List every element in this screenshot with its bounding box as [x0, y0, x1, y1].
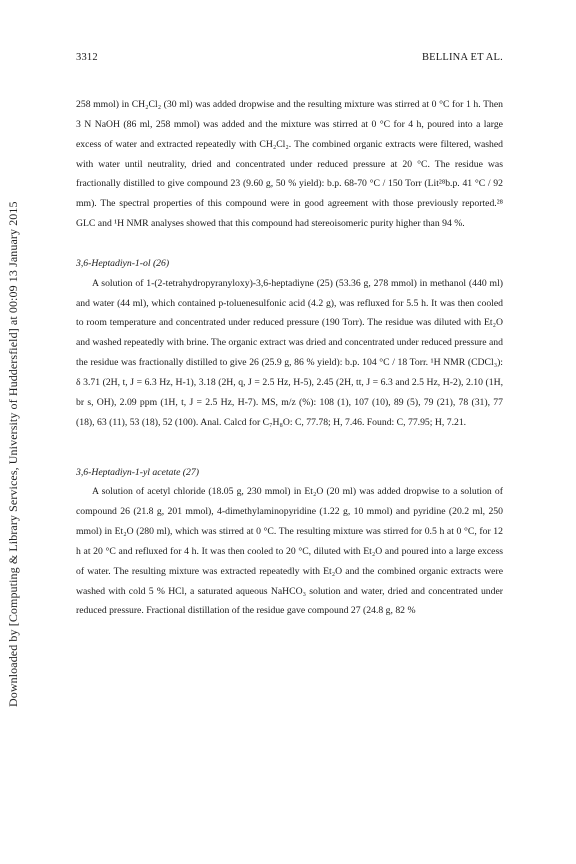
- body-paragraph: 258 mmol) in CH₂Cl₂ (30 ml) was added dropwise and the resulting mixture was stirred at 0 °C for 1 h. Then 3 N NaOH (86 ml, 258 mmol) was added and the mixture was stirred at 0 °C for 4 h, poured into a large excess of water and extracted repeatedly with CH₂Cl₂. The combined organic extracts were filtered, washed with water until neutrality, dried and concentrated under reduced pressure at 20 °C. The residue was fractionally distilled to give compound 23 (9.60 g, 50 % yield): b.p. 68-70 °C / 150 Torr (Lit²⁸b.p. 41 °C / 92 mm). The spectral properties of this compound were in good agreement with those previously reported.²⁸ GLC and ¹H NMR analyses showed that this compound had stereoisomeric purity higher than 94 %.: [76, 99, 503, 230]
- section-heading: 3,6-Heptadiyn-1-yl acetate (27): [76, 466, 199, 478]
- body-paragraph: A solution of 1-(2-tetrahydropyranyloxy)-3,6-heptadiyne (25) (53.36 g, 278 mmol) in methanol (440 ml) and water (44 ml), which contained p-toluenesulfonic acid (4.2 g), was refluxed for 5.5 h. It was then cooled to room temperature and concentrated under reduced pressure (190 Torr). The residue was diluted with Et₂O and washed repeatedly with brine. The organic extract was dried and concentrated under reduced pressure and the residue was fractionally distilled to give 26 (25.9 g, 86 % yield): b.p. 104 °C / 18 Torr. ¹H NMR (CDCl₃): δ 3.71 (2H, t, J = 6.3 Hz, H-1), 3.18 (2H, q, J = 2.5 Hz, H-5), 2.45 (2H, tt, J = 6.3 and 2.5 Hz, H-2), 2.10 (1H, br s, OH), 2.09 ppm (1H, t, J = 2.5 Hz, H-7). MS, m/z (%): 108 (1), 107 (10), 89 (5), 79 (21), 78 (31), 77 (18), 63 (11), 53 (18), 52 (100). Anal. Calcd for C₇H₈O: C, 77.78; H, 7.46. Found: C, 77.95; H, 7.21.: [76, 277, 503, 428]
- section-heading: 3,6-Heptadiyn-1-ol (26): [76, 257, 170, 269]
- page-number: 3312: [76, 52, 98, 63]
- running-title: BELLINA ET AL.: [421, 52, 503, 63]
- download-notice-text: Downloaded by [Computing & Library Services, University of Huddersfield] at 00:09 13 January 2015: [6, 201, 20, 707]
- running-header: [76, 52, 503, 63]
- body-paragraph: A solution of acetyl chloride (18.05 g, 230 mmol) in Et₂O (20 ml) was added dropwise to a solution of compound 26 (21.8 g, 201 mmol), 4-dimethylaminopyridine (1.22 g, 10 mmol) and pyridine (20.2 ml, 250 mmol) in Et₂O (280 ml), which was stirred at 0 °C. The resulting mixture was stirred for 0.5 h at 0 °C, for 12 h at 20 °C and refluxed for 4 h. It was then cooled to 20 °C, diluted with Et₂O and poured into a large excess of water. The resulting mixture was extracted repeatedly with Et₂O and the combined organic extracts were washed with cold 5 % HCl, a saturated aqueous NaHCO₃ solution and water, dried and concentrated under reduced pressure. Fractional distillation of the residue gave compound 27 (24.8 g, 82 %: [76, 486, 503, 617]
- download-watermark: [6, 147, 22, 707]
- article-body: [76, 95, 503, 621]
